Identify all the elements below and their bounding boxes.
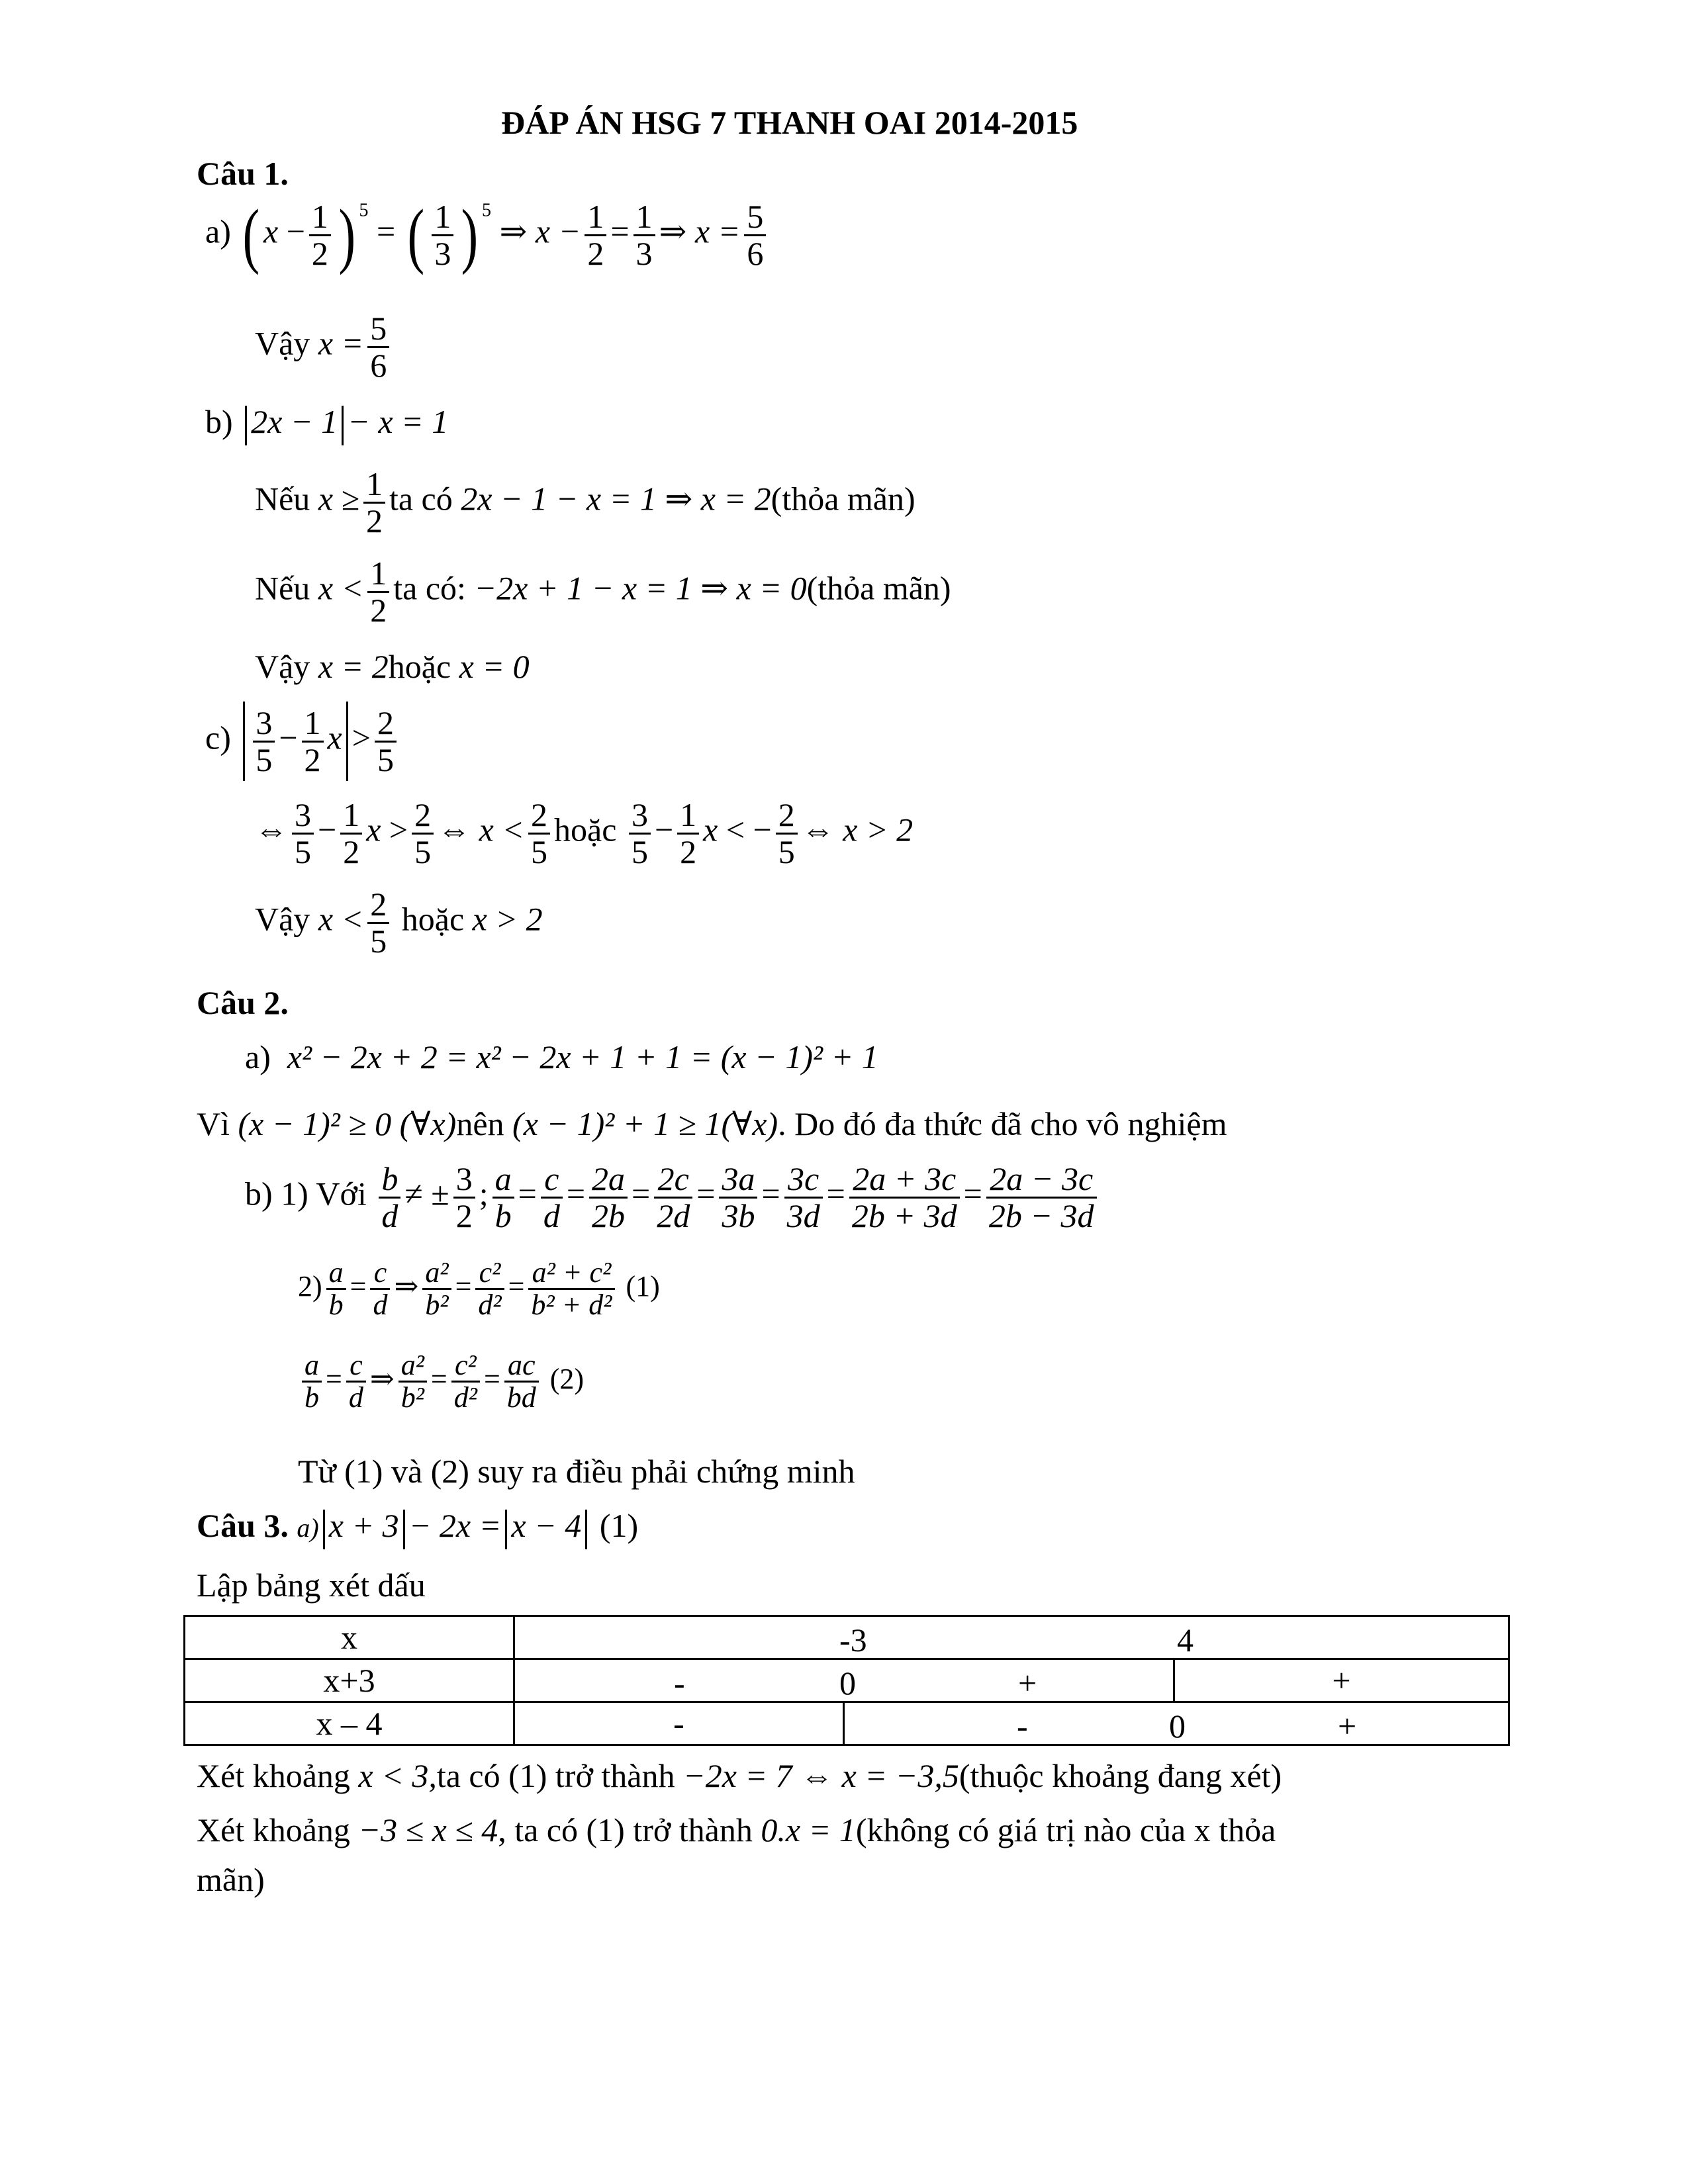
- fraction-three-fifths: $\frac{3}{5}$: [253, 705, 275, 777]
- equals: =: [566, 1175, 586, 1212]
- fraction-three-fifths: $\frac{3}{5}$: [292, 797, 314, 869]
- case-equation: 2x − 1 − x = 1 ⇒ x = 2: [461, 480, 771, 518]
- equals: =: [826, 1175, 845, 1212]
- paren-open: (: [407, 195, 424, 275]
- fraction-one-half: $\frac{1}{2}$: [340, 797, 362, 869]
- page-title: ĐÁP ÁN HSG 7 THANH OAI 2014-2015: [501, 104, 1078, 141]
- q3a-label: a): [297, 1513, 319, 1543]
- fraction-c-d: $\frac{c}{d}$: [370, 1257, 390, 1320]
- condition: x ≥: [318, 480, 359, 518]
- table-row: [185, 1616, 1509, 1659]
- hoac-label: hoặc: [388, 648, 451, 685]
- fraction-2c-2d: $\frac{2c}{2d}$: [654, 1161, 692, 1233]
- equals: =: [518, 1175, 537, 1212]
- fraction-c-d: $\frac{c}{d}$: [541, 1161, 563, 1233]
- fraction-3a-3b: $\frac{3a}{3b}$: [719, 1161, 757, 1233]
- q3-case2-cont: mãn): [197, 1861, 265, 1898]
- fraction-two-fifths: $\frac{2}{5}$: [412, 797, 434, 869]
- q2b2-label: 2): [298, 1269, 322, 1302]
- equals: =: [483, 1362, 500, 1395]
- equals: =: [963, 1175, 982, 1212]
- equation-rest: − x = 1: [348, 403, 449, 440]
- breakpoint-minus3: -3: [839, 1621, 867, 1659]
- xet-khoang: Xét khoảng: [197, 1757, 350, 1794]
- fraction-one-half: $\frac{1}{2}$: [677, 797, 699, 869]
- fraction-one-half: $\frac{1}{2}$: [585, 199, 606, 271]
- q1b-case2: [255, 556, 951, 627]
- abs-bar: [346, 702, 348, 781]
- vay-label: Vậy: [255, 900, 310, 938]
- table-cell: -: [514, 1702, 844, 1745]
- q2a-label: a): [245, 1038, 271, 1075]
- case-equation: −2x = 7 ⇔ x = −3,5: [682, 1757, 959, 1794]
- x-equals: x =: [318, 324, 364, 362]
- q2-conclusion: Từ (1) và (2) suy ra điều phải chứng minh: [298, 1453, 855, 1490]
- q1b-conclusion: [255, 650, 530, 683]
- abs-bar: [585, 1510, 587, 1549]
- sign-zero: 0: [1169, 1707, 1186, 1745]
- fraction-one-half: $\frac{1}{2}$: [367, 556, 389, 627]
- equals: =: [350, 1269, 367, 1302]
- fraction-one-half: $\frac{1}{2}$: [309, 199, 331, 271]
- q3-case1: [197, 1759, 1282, 1792]
- abs-bar: [342, 406, 344, 445]
- q2-vi-line: [197, 1107, 1227, 1140]
- fraction-two-fifths: $\frac{2}{5}$: [375, 705, 397, 777]
- table-cell: [514, 1659, 1174, 1702]
- case-note: (không có giá trị nào của x thỏa: [855, 1811, 1276, 1848]
- table-row: [185, 1659, 1509, 1702]
- case-note: (thỏa mãn): [771, 480, 915, 518]
- case-equation: −2x + 1 − x = 1 ⇒ x = 0: [474, 569, 807, 607]
- table-row: [185, 1702, 1509, 1745]
- table-cell: +: [1174, 1659, 1509, 1702]
- table-cell: [844, 1702, 1509, 1745]
- q3-heading: Câu 3.: [197, 1507, 289, 1544]
- q2-heading: Câu 2.: [197, 984, 289, 1021]
- abs-content: 2x − 1: [251, 403, 338, 440]
- q2b2-line2: [298, 1350, 584, 1413]
- q1b-label: b): [205, 403, 233, 440]
- sign-value: -: [674, 1664, 685, 1702]
- fraction-diff: $\frac{2a - 3c}{2b - 3d}$: [986, 1161, 1097, 1233]
- fraction-a-b: $\frac{a}{b}$: [492, 1161, 514, 1233]
- mark-1: (1): [599, 1507, 639, 1544]
- fraction-sum: $\frac{2a + 3c}{2b + 3d}$: [849, 1161, 960, 1233]
- abs-content-1: x + 3: [328, 1507, 399, 1544]
- abs-bar: [245, 406, 247, 445]
- not-equal-pm: ≠ ±: [404, 1175, 449, 1212]
- case-equation: 0.x = 1: [761, 1811, 856, 1848]
- sign-value: -: [1017, 1707, 1028, 1745]
- q1-heading: Câu 1.: [197, 155, 289, 192]
- case-note: (thỏa mãn): [806, 569, 951, 607]
- table-caption: Lập bảng xét dấu: [197, 1567, 426, 1604]
- paren-close: ): [461, 195, 479, 275]
- equals: =: [632, 1175, 651, 1212]
- fraction-ac-bd: $\frac{ac}{bd}$: [504, 1350, 539, 1413]
- case-note: (thuộc khoảng đang xét): [959, 1757, 1282, 1794]
- fraction-a2-b2: $\frac{\text{a²}}{\text{b²}}$: [422, 1257, 451, 1320]
- fraction-2a-2b: $\frac{2a}{2b}$: [589, 1161, 628, 1233]
- q1a-exponent: 5: [359, 200, 369, 221]
- equals: =: [430, 1362, 447, 1395]
- q1b-equation: [205, 405, 448, 445]
- abs-bar: [505, 1510, 507, 1549]
- x-var: x: [703, 811, 718, 848]
- q1a-conclusion: [255, 311, 393, 383]
- neu-label: Nếu: [255, 569, 310, 607]
- paren-close: ): [338, 195, 356, 275]
- table-cell: x: [185, 1616, 514, 1659]
- equals: =: [326, 1362, 342, 1395]
- q2b-label: b) 1) Với: [245, 1175, 367, 1212]
- table-cell: x+3: [185, 1659, 514, 1702]
- x-var: x: [366, 811, 381, 848]
- sign-value: +: [1338, 1707, 1357, 1745]
- fraction-three-halves: $\frac{3}{2}$: [453, 1161, 475, 1233]
- ta-co: ta có: [389, 480, 453, 518]
- q1a-exponent: 5: [482, 200, 492, 221]
- solution-2: x = 0: [459, 648, 530, 685]
- q2b2-line1: [298, 1257, 660, 1320]
- sign-value: +: [1018, 1664, 1037, 1702]
- fraction-one-half: $\frac{1}{2}$: [302, 705, 324, 777]
- fraction-five-sixths: $\frac{5}{6}$: [744, 199, 766, 271]
- equals: =: [696, 1175, 716, 1212]
- less-minus: < −: [726, 811, 772, 848]
- q1c-label: c): [205, 719, 231, 756]
- q2a-line: [245, 1040, 878, 1073]
- fraction-one-third: $\frac{1}{3}$: [633, 199, 655, 271]
- iff-symbol: ⇔: [255, 811, 288, 848]
- abs-bar: [403, 1510, 405, 1549]
- mark-1: (1): [626, 1269, 660, 1302]
- fraction-3c-3d: $\frac{3c}{3d}$: [784, 1161, 823, 1233]
- q1a-implies-result: ⇒ x =: [659, 212, 741, 250]
- table-cell: [514, 1616, 1509, 1659]
- equals: =: [508, 1269, 525, 1302]
- iff-symbol: ⇔: [801, 811, 835, 848]
- vi-conclusion: . Do đó đa thức đã cho vô nghiệm: [778, 1105, 1227, 1142]
- becomes-label: , ta có (1) trở thành: [498, 1811, 753, 1848]
- semicolon: ;: [479, 1175, 489, 1212]
- fraction-five-sixths: $\frac{5}{6}$: [367, 311, 389, 383]
- neu-label: Nếu: [255, 480, 310, 518]
- fraction-sum-squares: $\frac{\text{a² + c²}}{\text{b² + d²}}$: [528, 1257, 614, 1320]
- fraction-one-third: $\frac{1}{3}$: [432, 199, 453, 271]
- iff-symbol: ⇔: [438, 811, 471, 848]
- sign-zero: 0: [839, 1664, 856, 1702]
- vay-label: Vậy: [255, 324, 310, 362]
- x-less: x <: [318, 900, 364, 938]
- q2a-equation: x² − 2x + 2 = x² − 2x + 1 + 1 = (x − 1)² + 1: [287, 1038, 878, 1075]
- minus-sign: −: [654, 811, 674, 848]
- fraction-a-b: $\frac{a}{b}$: [302, 1350, 322, 1413]
- q3-line: [197, 1509, 638, 1549]
- fraction-one-half: $\frac{1}{2}$: [363, 467, 385, 538]
- x-var: x: [327, 719, 342, 756]
- fraction-a-b: $\frac{a}{b}$: [326, 1257, 346, 1320]
- minus-sign: −: [286, 212, 305, 250]
- x-greater-2: x > 2: [472, 900, 543, 938]
- sign-table: [183, 1615, 1510, 1746]
- x-greater-2: x > 2: [843, 811, 914, 848]
- fraction-a2-b2: $\frac{\text{a²}}{\text{b²}}$: [399, 1350, 427, 1413]
- abs-content-2: x − 4: [511, 1507, 582, 1544]
- q1a-x: x: [263, 212, 279, 250]
- minus-sign: −: [318, 811, 337, 848]
- mark-2: (2): [549, 1362, 585, 1395]
- q2b1-line: [245, 1161, 1101, 1233]
- fraction-three-fifths: $\frac{3}{5}$: [629, 797, 651, 869]
- greater-than: >: [389, 811, 408, 848]
- q1a-line: [205, 195, 770, 275]
- vay-label: Vậy: [255, 648, 310, 685]
- becomes-label: ta có (1) trở thành: [436, 1757, 675, 1794]
- q1a-label: a): [205, 212, 231, 250]
- table-cell: x – 4: [185, 1702, 514, 1745]
- ta-co: ta có:: [393, 569, 466, 607]
- x-less: x <: [479, 811, 525, 848]
- abs-bar: [243, 702, 245, 781]
- vi-label: Vì: [197, 1105, 230, 1142]
- abs-bar: [323, 1510, 325, 1549]
- condition: x <: [318, 569, 364, 607]
- greater-than: >: [352, 719, 371, 756]
- interval-condition: x < 3,: [358, 1757, 437, 1794]
- q1c-conclusion: [255, 887, 543, 958]
- vi-inequality: (x − 1)² ≥ 0 (∀x): [238, 1105, 457, 1142]
- equals: =: [761, 1175, 780, 1212]
- fraction-two-fifths: $\frac{2}{5}$: [528, 797, 550, 869]
- implies-symbol: ⇒: [369, 1362, 395, 1395]
- implies-symbol: ⇒: [394, 1269, 419, 1302]
- paren-open: (: [242, 195, 260, 275]
- fraction-c2-d2: $\frac{\text{c²}}{\text{d²}}$: [451, 1350, 480, 1413]
- fraction-two-fifths: $\frac{2}{5}$: [367, 887, 389, 958]
- q1b-case1: [255, 467, 915, 538]
- minus-sign: −: [279, 719, 298, 756]
- hoac-label: hoặc: [401, 900, 465, 938]
- fraction-c2-d2: $\frac{\text{c²}}{\text{d²}}$: [475, 1257, 504, 1320]
- equals: =: [455, 1269, 472, 1302]
- equals: =: [610, 212, 630, 250]
- solution-1: x = 2: [318, 648, 389, 685]
- fraction-b-d: $\frac{b}{d}$: [379, 1161, 400, 1233]
- equals: =: [377, 212, 396, 250]
- nen-inequality: (x − 1)² + 1 ≥ 1(∀x): [512, 1105, 778, 1142]
- fraction-two-fifths: $\frac{2}{5}$: [776, 797, 798, 869]
- breakpoint-4: 4: [1177, 1621, 1194, 1659]
- nen-label: nên: [456, 1105, 504, 1142]
- hoac-label: hoặc: [554, 811, 617, 848]
- q1c-solution: [255, 797, 913, 869]
- interval-condition: −3 ≤ x ≤ 4: [358, 1811, 498, 1848]
- q1c-inequality: [205, 702, 400, 781]
- q1a-implies: ⇒ x −: [499, 212, 581, 250]
- q3-case2: [197, 1813, 1276, 1846]
- equation-middle: − 2x =: [408, 1507, 502, 1544]
- fraction-c-d: $\frac{c}{d}$: [346, 1350, 366, 1413]
- xet-khoang: Xét khoảng: [197, 1811, 350, 1848]
